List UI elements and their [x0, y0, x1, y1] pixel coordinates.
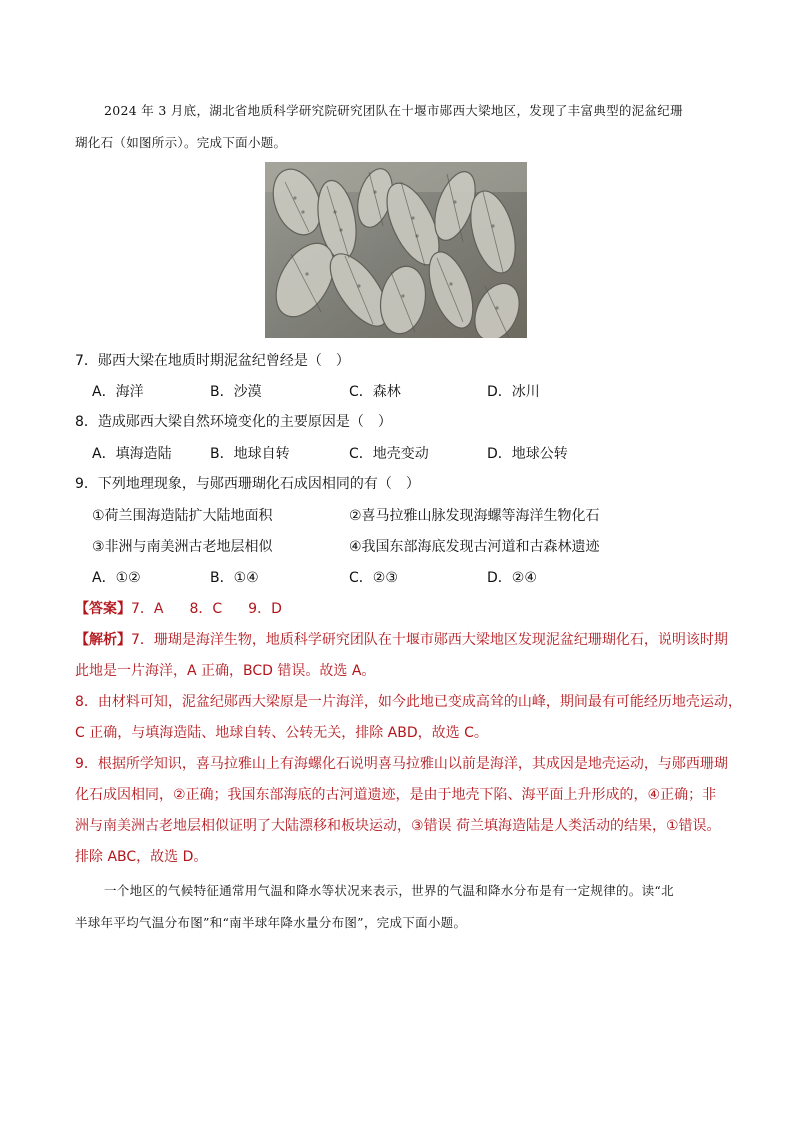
analysis-8-line-2: C 正确，与填海造陆、地球自转、公转无关，排除 ABD，故选 C。	[75, 725, 488, 741]
analysis-9-line-4: 排除 ABC，故选 D。	[75, 849, 208, 865]
answer-line	[75, 599, 282, 619]
analysis-8-line-1: 8．由材料可知，泥盆纪郧西大梁原是一片海洋，如今此地已变成高耸的山峰，期间最有可能经历地壳运动，	[75, 694, 742, 710]
analysis-9-line-1: 9．根据所学知识，喜马拉雅山上有海螺化石说明喜马拉雅山以前是海洋，其成因是地壳运动，与郧西珊瑚	[75, 756, 728, 772]
analysis-9-line-2: 化石成因相同，②正确；我国东部海底的古河道遗迹，是由于地壳下陷、海平面上升形成的，④正确；非	[75, 787, 717, 803]
answer-9: 9．D	[248, 601, 282, 617]
q7-option-c: C．森林	[349, 384, 401, 400]
q9-item-2: ②喜马拉雅山脉发现海螺等海洋生物化石	[349, 508, 600, 524]
analysis-7-text-1: 7．珊瑚是海洋生物，地质科学研究团队在十堰市郧西大梁地区发现泥盆纪珊瑚化石，说明该时期	[131, 632, 728, 648]
q7-option-d: D．冰川	[487, 384, 540, 400]
q9-item-1: ①荷兰围海造陆扩大陆地面积	[92, 508, 273, 524]
analysis-tag: 【解析】	[75, 632, 131, 648]
analysis-7-line-2: 此地是一片海洋，A 正确，BCD 错误。故选 A。	[75, 663, 376, 679]
q9-item-3: ③非洲与南美洲古老地层相似	[92, 539, 273, 555]
q9-option-b: B．①④	[210, 570, 259, 586]
analysis-7-line-1	[75, 630, 728, 650]
q8-option-a: A．填海造陆	[92, 446, 172, 462]
answer-7: 7．A	[131, 601, 164, 617]
q7-option-a: A．海洋	[92, 384, 144, 400]
q9-option-d: D．②④	[487, 570, 537, 586]
intro2-line-1: 一个地区的气候特征通常用气温和降水等状况来表示，世界的气温和降水分布是有一定规律的。读“北	[104, 883, 674, 898]
coral-fossil-photo	[265, 162, 527, 338]
q7-option-b: B．沙漠	[210, 384, 262, 400]
answer-tag: 【答案】	[75, 601, 131, 617]
q9-option-a: A．①②	[92, 570, 141, 586]
answer-8: 8．C	[189, 601, 223, 617]
q7-stem: 7．郧西大梁在地质时期泥盆纪曾经是（ ）	[75, 353, 350, 369]
q9-item-4: ④我国东部海底发现古河道和古森林遗迹	[349, 539, 600, 555]
analysis-9-line-3: 洲与南美洲古老地层相似证明了大陆漂移和板块运动，③错误 荷兰填海造陆是人类活动的结果，①错误。	[75, 818, 721, 834]
intro-line-2: 瑚化石（如图所示）。完成下面小题。	[75, 135, 287, 150]
intro-line-1: 2024 年 3 月底，湖北省地质科学研究院研究团队在十堰市郧西大梁地区，发现了丰富典型的泥盆纪珊	[104, 103, 683, 118]
q8-option-d: D．地球公转	[487, 446, 568, 462]
q8-option-c: C．地壳变动	[349, 446, 429, 462]
q8-option-b: B．地球自转	[210, 446, 290, 462]
q9-stem: 9．下列地理现象，与郧西珊瑚化石成因相同的有（ ）	[75, 476, 420, 492]
intro2-line-2: 半球年平均气温分布图”和“南半球年降水量分布图”，完成下面小题。	[75, 915, 467, 930]
q8-stem: 8．造成郧西大梁自然环境变化的主要原因是（ ）	[75, 414, 392, 430]
q9-option-c: C．②③	[349, 570, 398, 586]
